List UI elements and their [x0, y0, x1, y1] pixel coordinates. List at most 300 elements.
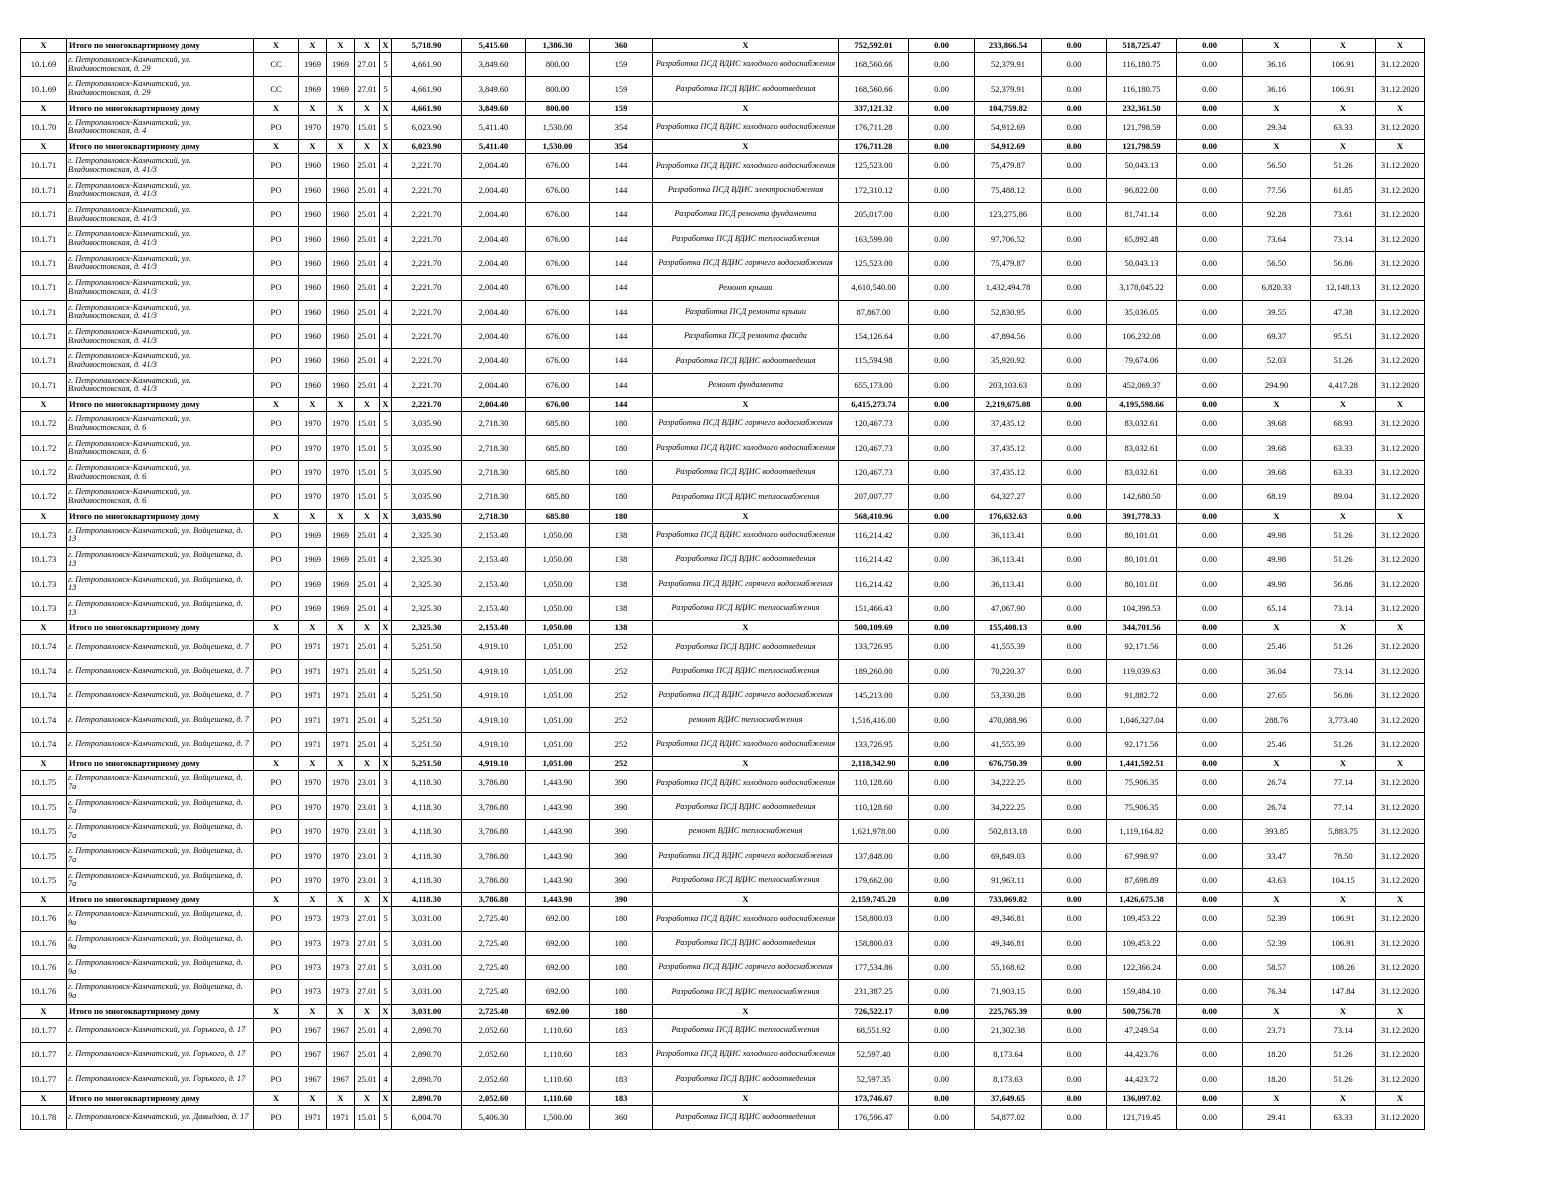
cell-federal-funds: 0.00 [909, 300, 975, 324]
cell-regional-funds: 64,327.27 [975, 485, 1042, 509]
cell-floors: 5 [380, 931, 392, 955]
cell-residents: 183 [590, 1091, 653, 1105]
cell-residents: 390 [590, 819, 653, 843]
cell-regional-funds: 155,408.13 [975, 621, 1042, 635]
cell-year-commissioned: X [327, 757, 355, 771]
cell-owner-funds: 92,171.56 [1107, 635, 1177, 659]
cell-limit-per-sqm: X [1311, 1091, 1376, 1105]
cell-regional-funds: 34,222.25 [975, 795, 1042, 819]
cell-year-commissioned: 1967 [327, 1067, 355, 1091]
cell-repair-method: РО [254, 980, 299, 1004]
cell-floors: 4 [380, 251, 392, 275]
cell-deadline: 31.12.2020 [1376, 907, 1425, 931]
cell-municipal-funds: 0.00 [1042, 276, 1107, 300]
cell-work-type: Разработка ПСД ВДИС холодного водоснабжения [653, 732, 839, 756]
cell-living-area: 2,004.40 [462, 227, 526, 251]
cell-total-area: 3,031.00 [392, 955, 462, 979]
cell-living-area: 2,004.40 [462, 300, 526, 324]
cell-federal-funds: 0.00 [909, 980, 975, 1004]
cell-year-built: 1970 [299, 868, 327, 892]
cell-municipal-funds: 0.00 [1042, 708, 1107, 732]
cell-year-commissioned: 1971 [327, 635, 355, 659]
cell-other-funds: 0.00 [1177, 227, 1243, 251]
cell-living-area: 4,919.10 [462, 757, 526, 771]
cell-wall-material: X [355, 140, 380, 154]
cell-deadline: 31.12.2020 [1376, 251, 1425, 275]
cell-year-built: 1973 [299, 907, 327, 931]
cell-year-built: 1971 [299, 732, 327, 756]
cell-wall-material: 25.01 [355, 523, 380, 547]
cell-municipal-funds: 0.00 [1042, 39, 1107, 53]
cell-year-built: X [299, 101, 327, 115]
cell-residents: 159 [590, 53, 653, 77]
cell-limit-per-sqm: X [1311, 509, 1376, 523]
cell-year-commissioned: 1970 [327, 795, 355, 819]
cell-year-commissioned: 1960 [327, 178, 355, 202]
cell-nonliving-area: 676.00 [526, 324, 590, 348]
cell-year-built: 1970 [299, 795, 327, 819]
cell-wall-material: 15.01 [355, 412, 380, 436]
cell-work-type: Разработка ПСД ВДИС водоотведения [653, 1067, 839, 1091]
cell-row-number: 10.1.71 [21, 202, 67, 226]
cell-repair-method: РО [254, 771, 299, 795]
cell-wall-material: 25.01 [355, 708, 380, 732]
cell-owner-funds: 87,698.89 [1107, 868, 1177, 892]
table-row [21, 907, 1425, 931]
cell-regional-funds: 733,069.82 [975, 893, 1042, 907]
cell-living-area: 2,725.40 [462, 980, 526, 1004]
cell-wall-material: 25.01 [355, 227, 380, 251]
table-row [21, 844, 1425, 868]
cell-deadline: 31.12.2020 [1376, 523, 1425, 547]
cell-wall-material: 25.01 [355, 548, 380, 572]
cell-year-commissioned: 1971 [327, 732, 355, 756]
cell-residents: 144 [590, 154, 653, 178]
cell-address: Итого по многоквартирному дому [67, 1091, 254, 1105]
cell-regional-funds: 35,920.92 [975, 349, 1042, 373]
cell-work-type: ремонт ВДИС теплоснабжения [653, 819, 839, 843]
cell-deadline: 31.12.2020 [1376, 659, 1425, 683]
cell-nonliving-area: 1,051.00 [526, 659, 590, 683]
cell-residents: 360 [590, 39, 653, 53]
cell-address: Итого по многоквартирному дому [67, 101, 254, 115]
cell-municipal-funds: 0.00 [1042, 795, 1107, 819]
cell-address: г. Петропавловск-Камчатский, ул. Войцешека, д. 9а [67, 907, 254, 931]
cell-deadline: 31.12.2020 [1376, 53, 1425, 77]
cell-regional-funds: 36,113.41 [975, 548, 1042, 572]
cell-wall-material: 25.01 [355, 1043, 380, 1067]
cell-cost-per-sqm: X [1243, 621, 1311, 635]
cell-year-commissioned: 1970 [327, 115, 355, 139]
cell-limit-per-sqm: 4,417.28 [1311, 373, 1376, 397]
cell-owner-funds: 50,043.13 [1107, 251, 1177, 275]
cell-row-number: X [21, 1004, 67, 1018]
cell-row-number: 10.1.74 [21, 708, 67, 732]
cell-cost-per-sqm: 39.55 [1243, 300, 1311, 324]
cell-other-funds: 0.00 [1177, 771, 1243, 795]
cell-cost-per-sqm: 36.16 [1243, 53, 1311, 77]
cell-year-commissioned: X [327, 509, 355, 523]
cell-limit-per-sqm: 56.86 [1311, 251, 1376, 275]
cell-federal-funds: 0.00 [909, 893, 975, 907]
cell-repair-method: РО [254, 955, 299, 979]
cell-cost-per-sqm: X [1243, 398, 1311, 412]
table-row [21, 931, 1425, 955]
cell-residents: 252 [590, 683, 653, 707]
cell-total-area: 3,031.00 [392, 980, 462, 1004]
table-row [21, 324, 1425, 348]
cell-address: г. Петропавловск-Камчатский, ул. Владивостокская, д. 41/3 [67, 178, 254, 202]
cell-row-number: 10.1.76 [21, 955, 67, 979]
cell-residents: 183 [590, 1043, 653, 1067]
cell-deadline: 31.12.2020 [1376, 635, 1425, 659]
cell-floors: 4 [380, 523, 392, 547]
cell-total-area: 6,004.70 [392, 1105, 462, 1129]
cell-year-commissioned: 1973 [327, 907, 355, 931]
cell-total-area: 6,023.90 [392, 115, 462, 139]
cell-year-commissioned: 1967 [327, 1043, 355, 1067]
cell-limit-per-sqm: 51.26 [1311, 1043, 1376, 1067]
table-row [21, 300, 1425, 324]
cell-deadline: X [1376, 1091, 1425, 1105]
cell-address: г. Петропавловск-Камчатский, ул. Горького, д. 17 [67, 1018, 254, 1042]
cell-row-number: 10.1.69 [21, 77, 67, 101]
cell-federal-funds: 0.00 [909, 227, 975, 251]
cell-total-area: 6,023.90 [392, 140, 462, 154]
cell-deadline: 31.12.2020 [1376, 373, 1425, 397]
cell-other-funds: 0.00 [1177, 732, 1243, 756]
cell-row-number: 10.1.72 [21, 412, 67, 436]
cell-municipal-funds: 0.00 [1042, 324, 1107, 348]
cell-year-commissioned: 1971 [327, 683, 355, 707]
table-row [21, 178, 1425, 202]
cell-nonliving-area: 1,050.00 [526, 548, 590, 572]
cell-federal-funds: 0.00 [909, 955, 975, 979]
cell-floors: X [380, 893, 392, 907]
cell-living-area: 2,004.40 [462, 154, 526, 178]
cell-repair-method: РО [254, 460, 299, 484]
cell-total-area: 2,325.30 [392, 523, 462, 547]
cell-nonliving-area: 1,110.60 [526, 1018, 590, 1042]
cell-floors: 3 [380, 795, 392, 819]
cell-year-commissioned: 1969 [327, 523, 355, 547]
cell-cost-per-sqm: 26.74 [1243, 771, 1311, 795]
cell-total-cost: 133,726.95 [839, 732, 909, 756]
cell-owner-funds: 122,366.24 [1107, 955, 1177, 979]
cell-deadline: 31.12.2020 [1376, 460, 1425, 484]
cell-total-area: 2,325.30 [392, 596, 462, 620]
cell-nonliving-area: 676.00 [526, 276, 590, 300]
cell-cost-per-sqm: 43.63 [1243, 868, 1311, 892]
cell-row-number: 10.1.72 [21, 485, 67, 509]
cell-repair-method: РО [254, 324, 299, 348]
cell-repair-method: X [254, 39, 299, 53]
cell-total-cost: 68,551.92 [839, 1018, 909, 1042]
table-row [21, 1105, 1425, 1129]
cell-repair-method: РО [254, 1067, 299, 1091]
cell-living-area: 3,849.60 [462, 101, 526, 115]
cell-other-funds: 0.00 [1177, 154, 1243, 178]
cell-year-built: 1960 [299, 324, 327, 348]
cell-deadline: X [1376, 1004, 1425, 1018]
cell-total-cost: 125,523.00 [839, 251, 909, 275]
cell-limit-per-sqm: 51.26 [1311, 635, 1376, 659]
cell-municipal-funds: 0.00 [1042, 659, 1107, 683]
cell-floors: X [380, 509, 392, 523]
cell-total-area: 4,118.30 [392, 868, 462, 892]
cell-nonliving-area: 685.80 [526, 460, 590, 484]
cell-limit-per-sqm: X [1311, 893, 1376, 907]
cell-address: г. Петропавловск-Камчатский, ул. Владивостокская, д. 29 [67, 53, 254, 77]
cell-residents: 144 [590, 324, 653, 348]
cell-living-area: 2,004.40 [462, 349, 526, 373]
cell-floors: 5 [380, 115, 392, 139]
cell-municipal-funds: 0.00 [1042, 732, 1107, 756]
cell-total-cost: 1,516,416.00 [839, 708, 909, 732]
cell-municipal-funds: 0.00 [1042, 1018, 1107, 1042]
cell-work-type: X [653, 1004, 839, 1018]
cell-nonliving-area: 1,050.00 [526, 523, 590, 547]
cell-year-commissioned: 1970 [327, 485, 355, 509]
cell-regional-funds: 97,706.52 [975, 227, 1042, 251]
cell-nonliving-area: 1,050.00 [526, 572, 590, 596]
table-row [21, 548, 1425, 572]
cell-federal-funds: 0.00 [909, 596, 975, 620]
cell-year-built: X [299, 1004, 327, 1018]
cell-owner-funds: 119,039.63 [1107, 659, 1177, 683]
table-row [21, 819, 1425, 843]
cell-repair-method: РО [254, 373, 299, 397]
cell-other-funds: 0.00 [1177, 178, 1243, 202]
table-row [21, 227, 1425, 251]
cell-row-number: 10.1.71 [21, 227, 67, 251]
cell-year-commissioned: 1960 [327, 276, 355, 300]
cell-other-funds: 0.00 [1177, 276, 1243, 300]
cell-living-area: 2,725.40 [462, 955, 526, 979]
cell-year-built: 1960 [299, 227, 327, 251]
cell-year-built: 1969 [299, 548, 327, 572]
cell-row-number: 10.1.72 [21, 460, 67, 484]
cell-residents: 252 [590, 757, 653, 771]
cell-municipal-funds: 0.00 [1042, 931, 1107, 955]
cell-work-type: Разработка ПСД ВДИС горячего водоснабжения [653, 955, 839, 979]
cell-row-number: 10.1.74 [21, 683, 67, 707]
cell-repair-method: X [254, 893, 299, 907]
cell-nonliving-area: 685.80 [526, 485, 590, 509]
cell-cost-per-sqm: 39.68 [1243, 412, 1311, 436]
cell-residents: 138 [590, 548, 653, 572]
cell-other-funds: 0.00 [1177, 412, 1243, 436]
cell-other-funds: 0.00 [1177, 548, 1243, 572]
cell-total-area: 3,031.00 [392, 931, 462, 955]
cell-residents: 144 [590, 300, 653, 324]
cell-other-funds: 0.00 [1177, 523, 1243, 547]
cell-limit-per-sqm: X [1311, 101, 1376, 115]
cell-owner-funds: 344,701.56 [1107, 621, 1177, 635]
cell-repair-method: РО [254, 1043, 299, 1067]
cell-municipal-funds: 0.00 [1042, 398, 1107, 412]
cell-municipal-funds: 0.00 [1042, 955, 1107, 979]
cell-address: г. Петропавловск-Камчатский, ул. Войцешека, д. 7 [67, 635, 254, 659]
cell-address: Итого по многоквартирному дому [67, 509, 254, 523]
cell-total-area: 2,221.70 [392, 178, 462, 202]
cell-year-commissioned: 1970 [327, 771, 355, 795]
cell-cost-per-sqm: 29.34 [1243, 115, 1311, 139]
cell-floors: 4 [380, 154, 392, 178]
cell-year-commissioned: X [327, 398, 355, 412]
cell-floors: 5 [380, 77, 392, 101]
cell-residents: 360 [590, 1105, 653, 1129]
cell-residents: 390 [590, 893, 653, 907]
cell-repair-method: РО [254, 227, 299, 251]
cell-floors: 4 [380, 548, 392, 572]
cell-total-area: 4,661.90 [392, 77, 462, 101]
cell-nonliving-area: 1,050.00 [526, 621, 590, 635]
cell-work-type: Разработка ПСД ВДИС холодного водоснабжения [653, 436, 839, 460]
cell-federal-funds: 0.00 [909, 708, 975, 732]
cell-limit-per-sqm: 63.33 [1311, 436, 1376, 460]
cell-other-funds: 0.00 [1177, 757, 1243, 771]
cell-floors: 5 [380, 53, 392, 77]
cell-year-built: 1970 [299, 485, 327, 509]
cell-deadline: X [1376, 140, 1425, 154]
cell-nonliving-area: 1,051.00 [526, 732, 590, 756]
cell-total-cost: 145,213.00 [839, 683, 909, 707]
cell-year-built: 1971 [299, 1105, 327, 1129]
cell-regional-funds: 49,346.81 [975, 931, 1042, 955]
cell-total-cost: 120,467.73 [839, 460, 909, 484]
cell-year-built: 1971 [299, 683, 327, 707]
cell-work-type: Разработка ПСД ВДИС горячего водоснабжения [653, 572, 839, 596]
cell-deadline: 31.12.2020 [1376, 227, 1425, 251]
cell-total-area: 3,035.90 [392, 412, 462, 436]
table-row [21, 955, 1425, 979]
cell-nonliving-area: 676.00 [526, 227, 590, 251]
cell-address: г. Петропавловск-Камчатский, ул. Владивостокская, д. 6 [67, 412, 254, 436]
table-row [21, 53, 1425, 77]
cell-federal-funds: 0.00 [909, 683, 975, 707]
cell-living-area: 2,718.30 [462, 460, 526, 484]
cell-limit-per-sqm: 73.61 [1311, 202, 1376, 226]
cell-total-area: 2,890.70 [392, 1091, 462, 1105]
cell-year-built: 1970 [299, 436, 327, 460]
cell-repair-method: РО [254, 596, 299, 620]
cell-wall-material: 23.01 [355, 819, 380, 843]
cell-total-cost: 500,109.69 [839, 621, 909, 635]
cell-federal-funds: 0.00 [909, 1067, 975, 1091]
cell-repair-method: РО [254, 548, 299, 572]
cell-repair-method: X [254, 101, 299, 115]
cell-total-area: 2,221.70 [392, 154, 462, 178]
cell-year-commissioned: X [327, 1004, 355, 1018]
cell-cost-per-sqm: 49.98 [1243, 523, 1311, 547]
cell-residents: 252 [590, 708, 653, 732]
cell-cost-per-sqm: X [1243, 101, 1311, 115]
cell-nonliving-area: 1,530.00 [526, 140, 590, 154]
cell-cost-per-sqm: X [1243, 509, 1311, 523]
cell-federal-funds: 0.00 [909, 509, 975, 523]
cell-year-commissioned: 1970 [327, 868, 355, 892]
cell-residents: 180 [590, 485, 653, 509]
table-row [21, 115, 1425, 139]
cell-federal-funds: 0.00 [909, 324, 975, 348]
cell-floors: 5 [380, 1105, 392, 1129]
cell-wall-material: 25.01 [355, 324, 380, 348]
total-row [21, 39, 1425, 53]
cell-federal-funds: 0.00 [909, 1004, 975, 1018]
cell-row-number: 10.1.71 [21, 373, 67, 397]
cell-total-cost: 726,522.17 [839, 1004, 909, 1018]
cell-total-cost: 151,466.43 [839, 596, 909, 620]
cell-row-number: 10.1.75 [21, 844, 67, 868]
cell-regional-funds: 37,435.12 [975, 436, 1042, 460]
cell-other-funds: 0.00 [1177, 1043, 1243, 1067]
cell-work-type: X [653, 757, 839, 771]
cell-wall-material: X [355, 1004, 380, 1018]
total-row [21, 1091, 1425, 1105]
cell-total-area: 2,221.70 [392, 349, 462, 373]
cell-repair-method: X [254, 1004, 299, 1018]
cell-cost-per-sqm: 393.85 [1243, 819, 1311, 843]
cell-municipal-funds: 0.00 [1042, 300, 1107, 324]
cell-municipal-funds: 0.00 [1042, 907, 1107, 931]
total-row [21, 757, 1425, 771]
cell-federal-funds: 0.00 [909, 349, 975, 373]
cell-total-cost: 133,726.95 [839, 635, 909, 659]
cell-repair-method: X [254, 398, 299, 412]
cell-living-area: 4,919.10 [462, 708, 526, 732]
cell-residents: 390 [590, 795, 653, 819]
cell-limit-per-sqm: 104.15 [1311, 868, 1376, 892]
cell-federal-funds: 0.00 [909, 931, 975, 955]
cell-wall-material: 25.01 [355, 1018, 380, 1042]
cell-owner-funds: 1,046,327.04 [1107, 708, 1177, 732]
cell-regional-funds: 176,632.63 [975, 509, 1042, 523]
cell-residents: 144 [590, 373, 653, 397]
cell-total-cost: 115,594.98 [839, 349, 909, 373]
cell-deadline: 31.12.2020 [1376, 931, 1425, 955]
cell-living-area: 2,052.60 [462, 1067, 526, 1091]
cell-total-cost: 173,746.67 [839, 1091, 909, 1105]
cell-wall-material: 15.01 [355, 115, 380, 139]
cell-work-type: X [653, 509, 839, 523]
cell-wall-material: X [355, 621, 380, 635]
cell-total-cost: 176,596.47 [839, 1105, 909, 1129]
cell-floors: 5 [380, 460, 392, 484]
cell-residents: 252 [590, 732, 653, 756]
cell-living-area: 2,004.40 [462, 251, 526, 275]
cell-federal-funds: 0.00 [909, 523, 975, 547]
cell-owner-funds: 80,101.01 [1107, 548, 1177, 572]
cell-limit-per-sqm: 73.14 [1311, 596, 1376, 620]
cell-cost-per-sqm: 288.76 [1243, 708, 1311, 732]
cell-address: г. Петропавловск-Камчатский, ул. Войцешека, д. 13 [67, 596, 254, 620]
cell-living-area: 2,153.40 [462, 523, 526, 547]
cell-nonliving-area: 1,443.90 [526, 819, 590, 843]
cell-living-area: 3,786.80 [462, 771, 526, 795]
cell-deadline: 31.12.2020 [1376, 324, 1425, 348]
cell-federal-funds: 0.00 [909, 819, 975, 843]
cell-residents: 180 [590, 412, 653, 436]
cell-work-type: Разработка ПСД ВДИС горячего водоснабжения [653, 844, 839, 868]
cell-other-funds: 0.00 [1177, 1018, 1243, 1042]
cell-floors: 3 [380, 868, 392, 892]
cell-owner-funds: 47,249.54 [1107, 1018, 1177, 1042]
cell-total-cost: 168,560.66 [839, 53, 909, 77]
cell-owner-funds: 3,178,045.22 [1107, 276, 1177, 300]
cell-owner-funds: 142,680.50 [1107, 485, 1177, 509]
cell-work-type: X [653, 621, 839, 635]
